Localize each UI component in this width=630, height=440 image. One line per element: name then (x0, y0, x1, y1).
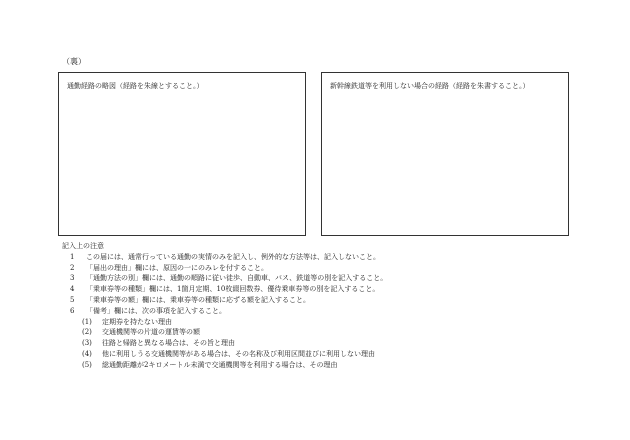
note-sub-number: (4) (82, 349, 92, 358)
note-sub-text: 定期券を持たない理由 (102, 317, 172, 326)
note-sub-number: (3) (82, 339, 92, 348)
note-text: 「乗車券等の種類」欄には、1箇月定期、10枚綴回数券、優待乗車券等の別を記入すること。 (86, 285, 380, 294)
note-number: 5 (70, 295, 75, 304)
note-sub-text: 往路と帰路と異なる場合は、その旨と理由 (102, 339, 235, 348)
note-text: 「通勤方法の別」欄には、通勤の順路に従い徒歩、自動車、バス、鉄道等の別を記入すること。 (86, 274, 388, 283)
note-sub-item (62, 360, 387, 371)
notes-heading: 記入上の注意 (62, 242, 104, 250)
note-text: この届には、通常行っている通勤の実情のみを記入し、例外的な方法等は、記入しないこと。 (86, 252, 380, 261)
note-number: 4 (70, 285, 75, 294)
note-item (62, 306, 387, 317)
note-sub-number: (5) (82, 360, 92, 369)
note-text: 「乗車券等の額」欄には、乗車券等の種類に応ずる額を記入すること。 (86, 295, 310, 304)
note-item (62, 263, 387, 274)
note-item (62, 284, 387, 295)
note-sub-item (62, 327, 387, 338)
route-sketch-box (58, 72, 306, 236)
non-shinkansen-route-caption: 新幹線鉄道等を利用しない場合の経路（経路を朱書すること。） (330, 82, 530, 90)
note-sub-number: (2) (82, 328, 92, 337)
page-side-label: （裏） (62, 57, 86, 66)
note-sub-number: (1) (82, 317, 92, 326)
note-item (62, 252, 387, 263)
note-sub-text: 交通機関等の片道の運賃等の額 (102, 328, 200, 337)
note-sub-item (62, 349, 387, 360)
note-item (62, 273, 387, 284)
note-sub-text: 総通勤距離が2キロメートル未満で交通機関等を利用する場合は、その理由 (102, 360, 338, 369)
note-number: 6 (70, 306, 75, 315)
note-text: 「届出の理由」欄には、原因の一にのみレを付すること。 (86, 263, 268, 272)
note-number: 3 (70, 274, 75, 283)
note-text: 「備考」欄には、次の事項を記入すること。 (86, 306, 226, 315)
non-shinkansen-route-box (321, 72, 569, 236)
note-number: 2 (70, 263, 75, 272)
note-sub-item (62, 317, 387, 328)
filling-notes (62, 241, 387, 371)
note-number: 1 (70, 252, 75, 261)
note-sub-item (62, 338, 387, 349)
route-sketch-caption: 通勤経路の略図（経路を朱線とすること。） (67, 82, 204, 90)
note-item (62, 295, 387, 306)
note-sub-text: 他に利用しうる交通機関等がある場合は、その名称及び利用区間並びに利用しない理由 (102, 349, 375, 358)
